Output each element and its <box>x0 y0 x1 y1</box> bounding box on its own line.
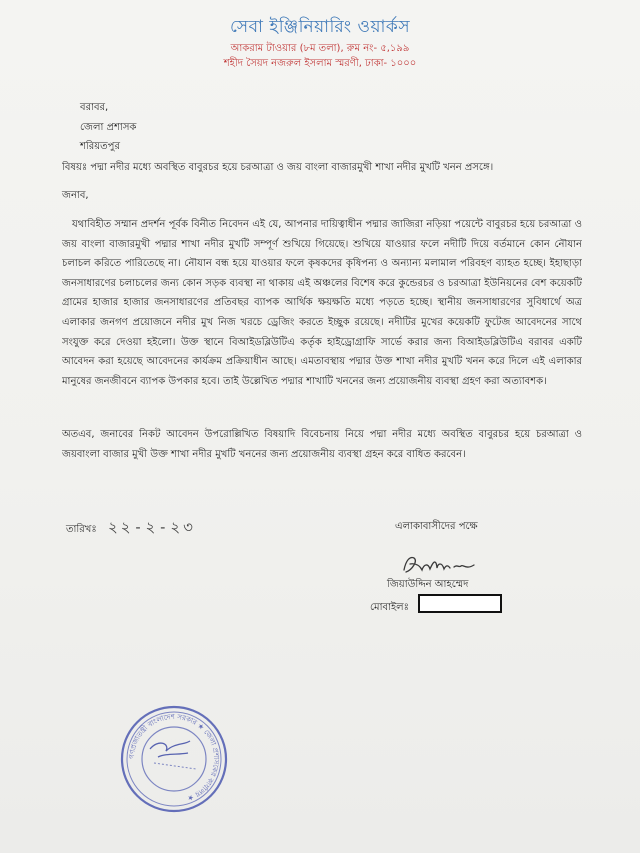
handwritten-signature <box>400 552 480 578</box>
letterhead-address-line1: আকরাম টাওয়ার (৮ম তলা), রুম নং- ৫,১৯৯ <box>230 43 410 54</box>
recipient-line-2: জেলা প্রশাসক <box>80 121 137 133</box>
body-paragraph-1: যথাবিহীত সম্মান প্রদর্শন পূর্বক বিনীত নিবেদন এই যে, আপনার দায়িত্বাধীন পদ্মার জাজিরা নড়িয়া পয়েন্টে বাবুরচর হয়ে চরআত্রা ও জয় বাংলা বাজারমুখী পদ্মার শাখা নদীর মুখটি সম্পূর্ণ শুখিয়ে গিয়েছে। শুখিয়ে যাওয়ার ফলে নদীটি দিয়ে বর্তমানে কোন নৌযান চলাচল করিতে পারিতেছে না। নৌযান বন্ধ হয়ে যাওয়ার ফলে কৃষকদের কৃষিপন্য ও অন্যান্য মলামাল পরিবহণ ব্যাহত হচ্ছে। ইহাছাড়া জনসাধারণের চলাচলের জন্য কোন সড়ক ব্যবস্থা না থাকায় এই অঞ্চলের বিশেষ করে কুন্ডেরচর ও চরআত্রা ইউনিয়নের বেশ কয়েকটি গ্রামের হাজার হাজার জনসাধারণের প্রতিবছর ব্যাপক আর্থিক ক্ষয়ক্ষতি মধ্যে পড়তে হচ্ছে। স্থানীয় জনসাধারণের সুবিধার্থে অত্র এলাকার জনগণ প্রয়োজনে নদীর মুখ নিজ খরচে ড্রেজিং করতে ইচ্ছুক রয়েছে। নদীটির মুখের কয়েকটি ফুটেজ আবেদনের সাথে সংযুক্ত করে দেওয়া হইলো। উক্ত স্থানে বিআইডব্লিউটিএ কর্তৃক হাইড্রোগ্রাফি সার্ভে করার জন্য বিআইডব্লিউটিএ বরাবর একটি আবেদন করা হয়েছে আবেদনের কার্যক্রম প্রক্রিয়াধীন আছে। এমতাবস্থায় পদ্মার উক্ত শাখা নদীর মুখটি খনন করে দিলে এই এলাকার মানুষের জনজীবনে ব্যাপক উপকার হবে। তাই উল্লেখিত পদ্মার শাখাটি খননের জন্য প্রয়োজনীয় ব্যবস্থা গ্রহণ করা অত্যাবশক। <box>62 219 582 387</box>
date-value-handwritten: ২২-২-২৩ <box>108 518 196 536</box>
date-label: তারিখঃ <box>66 524 97 535</box>
office-seal-stamp <box>118 703 230 815</box>
recipient-block <box>80 98 136 157</box>
svg-text:গণপ্রজাতন্ত্রী বাংলাদেশ সরকার: গণপ্রজাতন্ত্রী বাংলাদেশ সরকার ★ জেলা প্রশাসকের কার্যালয় ★ <box>127 712 221 803</box>
letterhead-address-line2: শহীদ সৈয়দ নজরুল ইসলাম স্মরণী, ঢাকা- ১০০০ <box>223 58 417 69</box>
signer-name: জিয়াউদ্দিন আহম্মেদ <box>387 579 469 590</box>
mobile-number-redacted <box>418 594 502 613</box>
recipient-line-3: শরিয়তপুর <box>80 141 120 152</box>
on-behalf-of-residents: এলাকাবাসীদের পক্ষে <box>395 521 478 532</box>
salutation: জনাব, <box>62 190 89 201</box>
recipient-line-1: বরাবর, <box>80 102 109 113</box>
body-paragraph-2: অতএব, জনাবের নিকট আবেদন উপরোল্লিখিত বিষয়াদি বিবেচনায় নিয়ে পদ্মা নদীর মধ্যে অবস্থিত বাবুরচর হয়ে চরআত্রা ও জয়বাংলা বাজার মুখী উক্ত শাখা নদীর মুখটি খননের জন্য প্রয়োজনীয় ব্যবস্থা গ্রহন করে বাধিত করবেন। <box>62 429 582 460</box>
subject-line: বিষয়ঃ পদ্মা নদীর মধ্যে অবস্থিত বাবুরচর হয়ে চরআত্রা ও জয় বাংলা বাজারমুখী শাখা নদীর মুখটি খনন প্রসঙ্গে। <box>62 162 494 173</box>
mobile-label: মোবাইলঃ <box>370 602 409 613</box>
letterhead-title: সেবা ইঞ্জিনিয়ারিং ওয়ার্কস <box>229 17 411 37</box>
